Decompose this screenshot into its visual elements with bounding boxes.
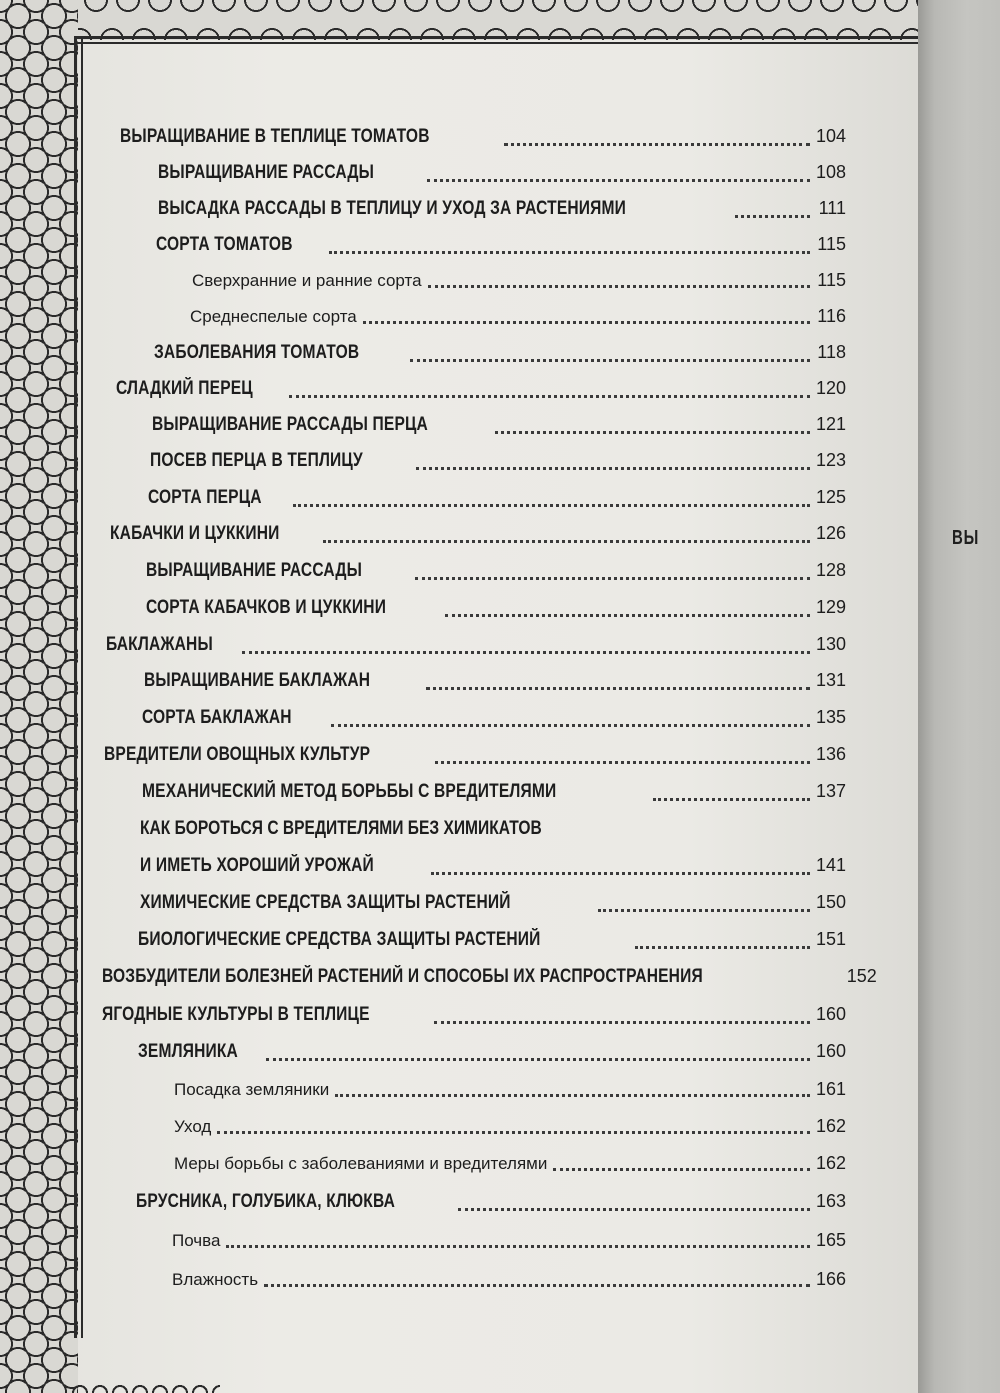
- toc-entry: [158, 162, 846, 188]
- toc-leader-dots: [495, 431, 810, 434]
- toc-leader-dots: [426, 687, 810, 690]
- toc-entry-page: 165: [815, 1230, 846, 1250]
- toc-entry: [102, 1004, 846, 1030]
- toc-entry-title: ВРЕДИТЕЛИ ОВОЩНЫХ КУЛЬТУР: [104, 744, 371, 765]
- toc-entry-page: 125: [815, 487, 846, 507]
- toc-leader-dots: [410, 359, 810, 362]
- toc-entry-title: ЗЕМЛЯНИКА: [138, 1041, 238, 1062]
- toc-leader-dots: [427, 179, 809, 182]
- toc-entry-title: КАК БОРОТЬСЯ С ВРЕДИТЕЛЯМИ БЕЗ ХИМИКАТОВ: [140, 818, 542, 839]
- toc-entry: [142, 781, 846, 807]
- toc-entry-title: ВЫРАЩИВАНИЕ РАССАДЫ: [158, 162, 375, 183]
- toc-entry-page: 166: [815, 1269, 846, 1289]
- toc-entry: [150, 450, 846, 476]
- toc-leader-dots: [445, 614, 810, 617]
- toc-entry-title: ПОСЕВ ПЕРЦА В ТЕПЛИЦУ: [150, 450, 363, 471]
- toc-leader-dots: [226, 1245, 810, 1248]
- toc-entry: [106, 634, 846, 660]
- toc-entry: [138, 1041, 846, 1067]
- toc-entry-page: 116: [817, 306, 846, 326]
- toc-leader-dots: [293, 504, 810, 507]
- toc-entry-page: 135: [815, 707, 846, 727]
- toc-entry: [174, 1079, 846, 1103]
- toc-leader-dots: [217, 1131, 810, 1134]
- toc-leader-dots: [242, 651, 810, 654]
- toc-entry-page: 123: [815, 450, 846, 470]
- toc-entry-page: 160: [815, 1004, 846, 1024]
- toc-entry-page: 129: [815, 597, 846, 617]
- toc-entry-page: 131: [815, 670, 846, 690]
- toc-leader-dots: [289, 395, 810, 398]
- toc-entry-page: 160: [815, 1041, 846, 1061]
- toc-leader-dots: [735, 215, 810, 218]
- toc-entry-title: КАБАЧКИ И ЦУККИНИ: [110, 523, 280, 544]
- toc-entry-page: 128: [815, 560, 846, 580]
- toc-entry-page: 120: [815, 378, 846, 398]
- toc-leader-dots: [428, 285, 810, 288]
- adjacent-page-text-fragment: ВЫ: [952, 527, 980, 549]
- toc-entry: [116, 378, 846, 404]
- toc-entry: [120, 126, 846, 152]
- toc-entry-title: СОРТА ТОМАТОВ: [156, 234, 293, 255]
- toc-entry-page: 130: [815, 634, 846, 654]
- toc-entry-title: СОРТА ПЕРЦА: [148, 487, 262, 508]
- toc-entry-page: 108: [815, 162, 846, 182]
- toc-leader-dots: [434, 1021, 810, 1024]
- toc-entry-page: 104: [815, 126, 846, 146]
- toc-entry-title: Посадка земляники: [174, 1080, 330, 1099]
- toc-leader-dots: [363, 321, 810, 324]
- toc-entry-title: ВЫСАДКА РАССАДЫ В ТЕПЛИЦУ И УХОД ЗА РАСТЕНИЯМИ: [158, 198, 627, 219]
- toc-entry: [136, 1191, 846, 1217]
- toc-entry-title: Почва: [172, 1231, 221, 1250]
- toc-leader-dots: [431, 872, 810, 875]
- toc-entry-title: БИОЛОГИЧЕСКИЕ СРЕДСТВА ЗАЩИТЫ РАСТЕНИЙ: [138, 929, 541, 950]
- toc-leader-dots: [635, 946, 810, 949]
- toc-entry-title: ВЫРАЩИВАНИЕ БАКЛАЖАН: [144, 670, 371, 691]
- toc-entry: [104, 744, 846, 770]
- toc-entry-page: 162: [815, 1153, 846, 1173]
- toc-entry: [146, 560, 846, 586]
- toc-entry-title: Сверхранние и ранние сорта: [192, 271, 422, 290]
- toc-entry-title: Уход: [174, 1117, 212, 1136]
- toc-entry-page: 115: [817, 234, 846, 254]
- toc-entry: [152, 414, 846, 440]
- toc-entry-page: 141: [815, 855, 846, 875]
- toc-entry: [174, 1153, 846, 1177]
- toc-entry-title: ЗАБОЛЕВАНИЯ ТОМАТОВ: [154, 342, 360, 363]
- toc-entry-title: ВОЗБУДИТЕЛИ БОЛЕЗНЕЙ РАСТЕНИЙ И СПОСОБЫ ИХ РАСПРОСТРАНЕНИЯ: [102, 966, 703, 987]
- toc-leader-dots: [329, 251, 810, 254]
- toc-entry: [172, 1269, 846, 1293]
- toc-entry: [146, 597, 846, 623]
- toc-entry-page: 152: [846, 966, 877, 986]
- toc-entry-page: 115: [817, 270, 846, 290]
- toc-entry-line: [140, 818, 630, 840]
- toc-entry-title: И ИМЕТЬ ХОРОШИЙ УРОЖАЙ: [140, 855, 374, 876]
- toc-leader-dots: [435, 761, 810, 764]
- toc-leader-dots: [458, 1208, 810, 1211]
- toc-entry-page: 150: [815, 892, 846, 912]
- toc-leader-dots: [415, 577, 809, 580]
- toc-leader-dots: [266, 1058, 810, 1061]
- toc-entry: [142, 707, 846, 733]
- toc-leader-dots: [264, 1284, 810, 1287]
- toc-entry: [174, 1116, 846, 1140]
- toc-entry: [138, 929, 846, 955]
- toc-leader-dots: [504, 143, 810, 146]
- toc-entry-page: 151: [815, 929, 846, 949]
- toc-entry-page: 111: [818, 198, 846, 218]
- toc-entry: [190, 306, 846, 330]
- toc-entry-page: 118: [817, 342, 846, 362]
- toc-entry-title: БАКЛАЖАНЫ: [106, 634, 213, 655]
- toc-entry: [140, 855, 846, 881]
- toc-entry-title: Влажность: [172, 1270, 259, 1289]
- toc-entry-page: 126: [815, 523, 846, 543]
- toc-entry-title: Среднеспелые сорта: [190, 307, 357, 326]
- toc-entry-title: СЛАДКИЙ ПЕРЕЦ: [116, 378, 253, 399]
- toc-leader-dots: [653, 798, 810, 801]
- toc-entry-title: ВЫРАЩИВАНИЕ В ТЕПЛИЦЕ ТОМАТОВ: [120, 126, 430, 147]
- toc-entry: [110, 523, 846, 549]
- toc-entry-title: СОРТА КАБАЧКОВ И ЦУККИНИ: [146, 597, 387, 618]
- toc-entry-title: ХИМИЧЕСКИЕ СРЕДСТВА ЗАЩИТЫ РАСТЕНИЙ: [140, 892, 511, 913]
- toc-entry-page: 163: [815, 1191, 846, 1211]
- toc-entry: [156, 234, 846, 260]
- toc-entry: [102, 966, 877, 992]
- toc-leader-dots: [323, 540, 810, 543]
- toc-entry-title: МЕХАНИЧЕСКИЙ МЕТОД БОРЬБЫ С ВРЕДИТЕЛЯМИ: [142, 781, 557, 802]
- toc-entry-page: 136: [815, 744, 846, 764]
- toc-leader-dots: [553, 1168, 810, 1171]
- toc-leader-dots: [331, 724, 810, 727]
- toc-entry-title: ВЫРАЩИВАНИЕ РАССАДЫ ПЕРЦА: [152, 414, 428, 435]
- toc-leader-dots: [598, 909, 810, 912]
- toc-entry: [144, 670, 846, 696]
- toc-leader-dots: [416, 467, 810, 470]
- toc-entry-page: 161: [815, 1079, 846, 1099]
- toc-entry: [192, 270, 846, 294]
- toc-entry: [158, 198, 846, 224]
- toc-entry: [148, 487, 846, 513]
- adjacent-page: [918, 0, 1000, 1393]
- toc-entry: [172, 1230, 846, 1254]
- toc-entry-page: 162: [815, 1116, 846, 1136]
- toc-entry-page: 137: [815, 781, 846, 801]
- toc-entry-page: 121: [815, 414, 846, 434]
- toc-entry-title: БРУСНИКА, ГОЛУБИКА, КЛЮКВА: [136, 1191, 396, 1212]
- toc-entry: [154, 342, 846, 368]
- toc-leader-dots: [335, 1094, 810, 1097]
- toc-entry-title: СОРТА БАКЛАЖАН: [142, 707, 292, 728]
- toc-entry-title: ВЫРАЩИВАНИЕ РАССАДЫ: [146, 560, 363, 581]
- toc-entry-title: Меры борьбы с заболеваниями и вредителями: [174, 1154, 548, 1173]
- toc-entry-title: ЯГОДНЫЕ КУЛЬТУРЫ В ТЕПЛИЦЕ: [102, 1004, 370, 1025]
- toc-entry: [140, 892, 846, 918]
